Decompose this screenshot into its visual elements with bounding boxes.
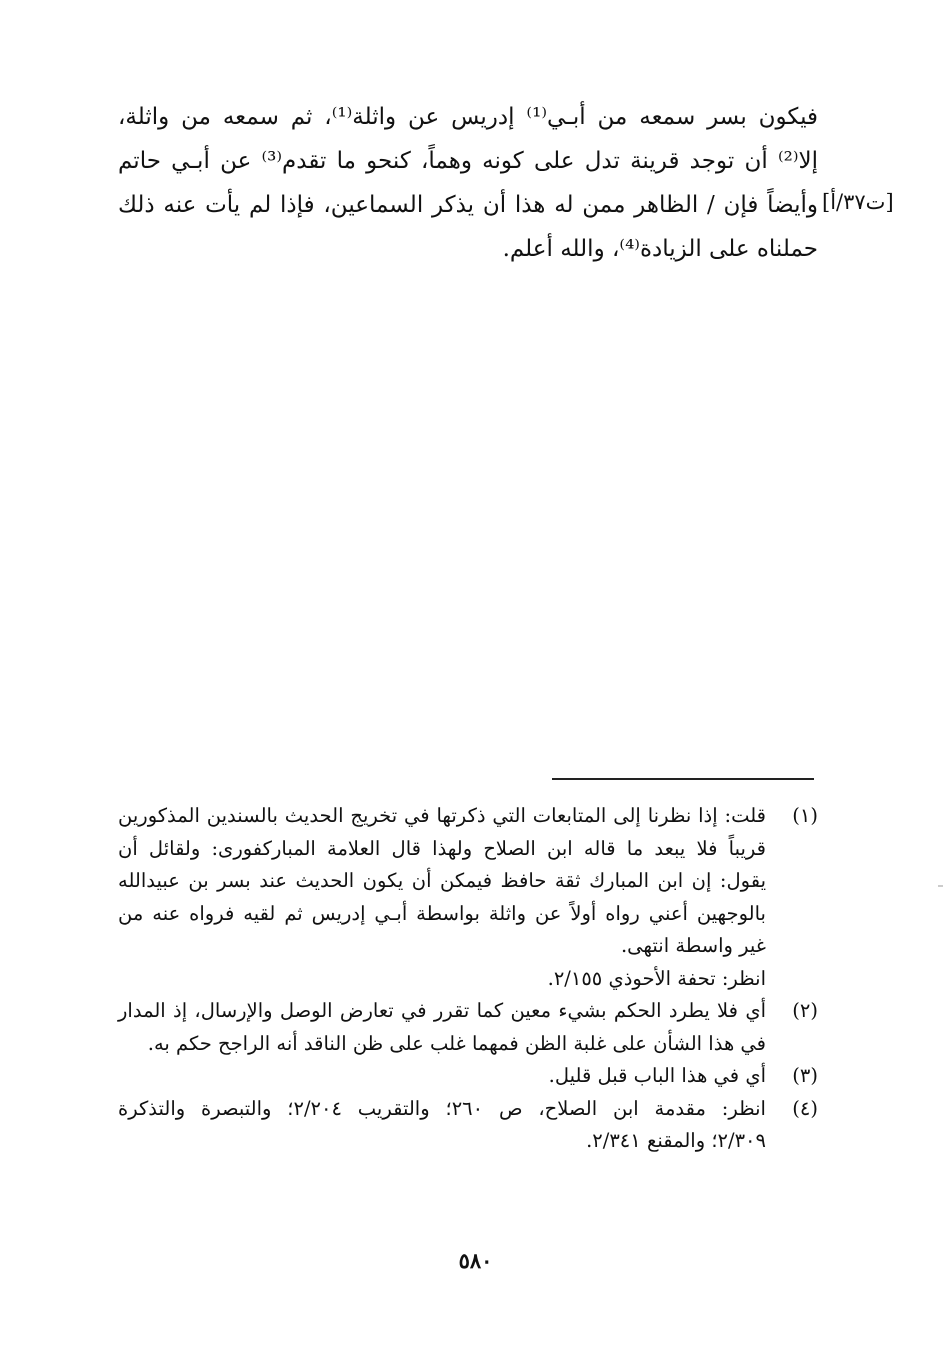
main-text-line: فيكون بسر سمعه من أبـي⁽¹⁾ إدريس عن واثلة⁽¹⁾، ثم سمعه من واثلة، <box>118 104 818 130</box>
footnote-number: (٤) <box>792 1096 818 1120</box>
main-text-line: إلا⁽²⁾ أن توجد قرينة تدل على كونه وهماً، كنحو ما تقدم⁽³⁾ عن أبـي حاتم <box>118 148 818 174</box>
footnote-line: يقول: إن ابن المبارك ثقة حافظ فيمكن أن يكون الحديث عند بسر بن عبيدالله <box>118 869 766 892</box>
manuscript-folio-reference: [ت٣٧/أ] <box>822 190 894 214</box>
page-number: ٥٨٠ <box>458 1248 493 1273</box>
scan-mark <box>938 885 943 887</box>
footnote-2 <box>118 995 818 1060</box>
footnote-line: أي في هذا الباب قبل قليل. <box>548 1064 766 1087</box>
footnote-3 <box>118 1060 818 1093</box>
footnote-line: أي فلا يطرد الحكم بشيء معين كما تقرر في تعارض الوصل والإرسال، إذ المدار <box>118 999 766 1022</box>
footnote-4 <box>118 1093 818 1158</box>
main-text-line: حملناه على الزيادة⁽⁴⁾، والله أعلم. <box>502 236 818 262</box>
footnote-line: ٢/٣٠٩؛ والمقنع ٢/٣٤١. <box>586 1129 766 1152</box>
footnote-line: في هذا الشأن على غلبة الظن فمهما غلب على ظن الناقد أنه الراجح حكم به. <box>147 1031 766 1055</box>
footnote-number: (١) <box>792 804 818 827</box>
main-text <box>118 95 818 271</box>
footnote-line: قريباً فلا يبعد ما قاله ابن الصلاح ولهذا قال العلامة المباركفورى: ولقائل أن <box>118 836 766 860</box>
footnote-line: انظر: مقدمة ابن الصلاح، ص ٢٦٠؛ والتقريب ٢/٢٠٤؛ والتبصرة والتذكرة <box>118 1096 766 1120</box>
footnote-number: (٣) <box>792 1064 818 1087</box>
footnote-separator <box>552 778 814 780</box>
footnote-number: (٢) <box>792 999 818 1022</box>
footnote-line: بالوجهين أعني رواه أولاً عن واثلة بواسطة أبـي إدريس ثم لقيه فرواه عنه من <box>118 901 766 925</box>
footnote-1 <box>118 800 818 995</box>
footnotes <box>118 800 818 1158</box>
footnote-line: قلت: إذا نظرنا إلى المتابعات التي ذكرتها في تخريج الحديث بالسندين المذكورين <box>118 804 766 827</box>
footnote-line: غير واسطة انتهى. <box>620 934 766 957</box>
main-text-line: وأيضاً فإن / الظاهر ممن له هذا أن يذكر السماعين، فإذا لم يأت عنه ذلك <box>118 192 818 218</box>
footnote-line: انظر: تحفة الأحوذي ٢/١٥٥. <box>547 966 766 990</box>
